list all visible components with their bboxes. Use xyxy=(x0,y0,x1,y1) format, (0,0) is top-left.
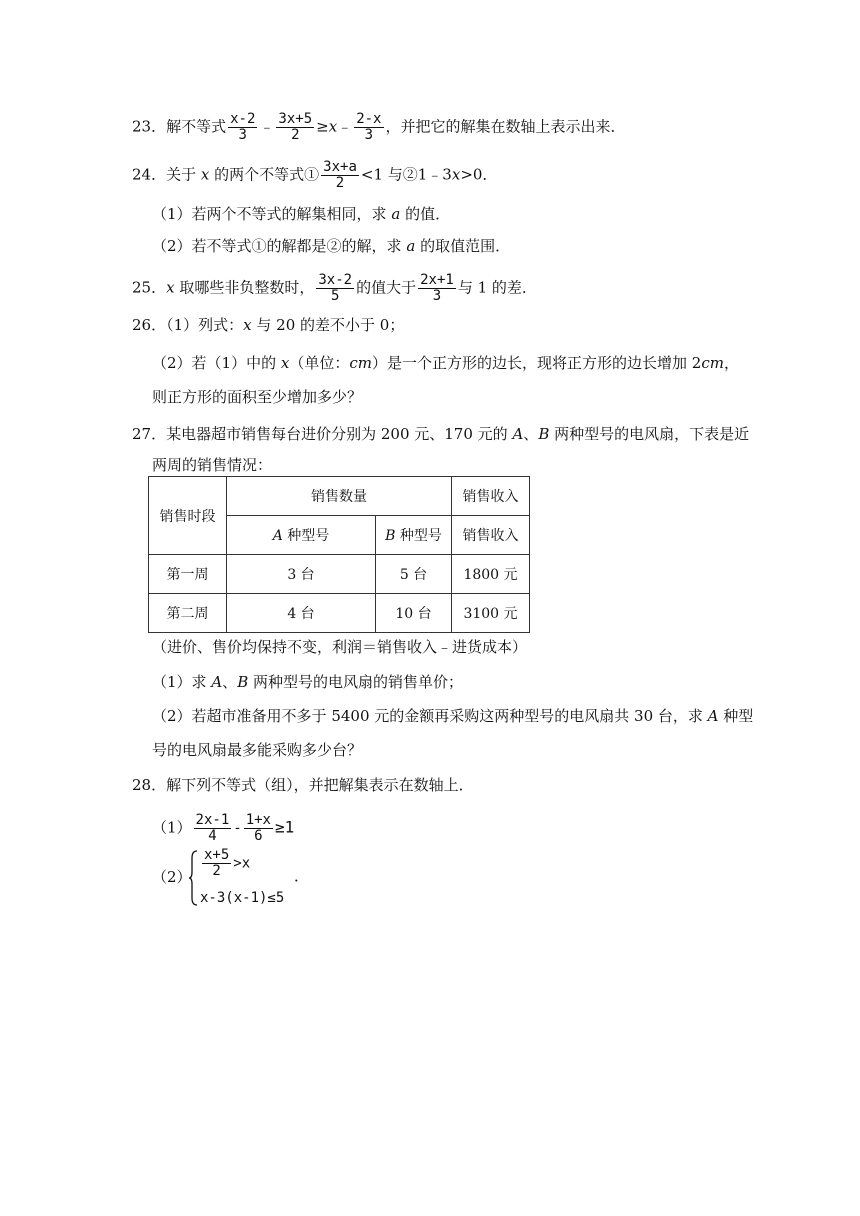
question-26: 26．（1）列式：x 与 20 的差不小于 0； xyxy=(132,316,405,334)
fraction: $\frac{3x+a}{2}$ xyxy=(323,159,357,191)
system-end-mark: ． xyxy=(294,867,310,885)
subheader-type-a: A 种型号 xyxy=(227,516,376,555)
fraction: $\frac{1+x}{6}$ xyxy=(245,812,271,844)
question-26-part-2-cont: 则正方形的面积至少增加多少？ xyxy=(152,388,363,406)
fraction: $\frac{2-x}{3}$ xyxy=(356,111,382,143)
question-number: 27． xyxy=(132,425,167,443)
question-27: 27．某电器超市销售每台进价分别为 200 元、170 元的 A、B 两种型号的电风扇，下表是近 xyxy=(132,425,750,443)
fraction: $\frac{2x-1}{4}$ xyxy=(195,812,230,844)
question-number: 28． xyxy=(132,776,167,794)
system-inequality-1: $\frac{x+5}{2}$ >x xyxy=(204,847,251,879)
question-27-note: （进价、售价均保持不变，利润＝销售收入﹣进货成本） xyxy=(152,638,528,656)
question-24: 24．关于 x 的两个不等式① $\frac{3x+a}{2}$ <1 与②1﹣3x>0． xyxy=(132,159,498,191)
table-row: 第二周 4 台 10 台 3100 元 xyxy=(149,594,530,633)
question-26-part-2: （2）若（1）中的 x（单位：cm）是一个正方形的边长，现将正方形的边长增加 2cm， xyxy=(152,354,739,372)
question-28-part-1: （1） $\frac{2x-1}{4}$ - $\frac{1+x}{6}$ ≥1 xyxy=(152,812,295,844)
question-25: 25．x 取哪些非负整数时， $\frac{3x-2}{5}$ 的值大于 $\frac{2x+1}{3}$ 与 1 的差． xyxy=(132,272,537,304)
system-inequality-2: x-3(x-1)≤5 xyxy=(200,890,285,906)
question-number: 25． xyxy=(132,278,167,297)
question-number: 26． xyxy=(132,316,167,334)
fraction: $\frac{x+5}{2}$ xyxy=(204,847,230,879)
fraction: $\frac{x-2}{3}$ xyxy=(230,111,256,143)
header-quantity: 销售数量 xyxy=(227,477,452,516)
header-income: 销售收入 xyxy=(452,477,530,516)
question-23: 23．解不等式 $\frac{x-2}{3}$ ﹣ $\frac{3x+5}{2}$ ≥x﹣ $\frac{2-x}{3}$ ，并把它的解集在数轴上表示出来． xyxy=(132,111,626,143)
question-28: 28．解下列不等式（组），并把解集表示在数轴上． xyxy=(132,776,474,794)
header-period: 销售时段 xyxy=(149,477,227,555)
fraction: $\frac{3x+5}{2}$ xyxy=(278,111,313,143)
question-28-part-2-label: （2） xyxy=(152,868,192,886)
question-27-cont: 两周的销售情况： xyxy=(152,456,273,474)
system-brace xyxy=(188,850,198,906)
question-27-part-2-cont: 号的电风扇最多能采购多少台？ xyxy=(152,741,363,759)
question-27-part-2: （2）若超市准备用不多于 5400 元的金额再采购这两种型号的电风扇共 30 台，求 A 种型 xyxy=(152,707,754,725)
fraction: $\frac{2x+1}{3}$ xyxy=(420,272,454,304)
question-24-part-1: （1）若两个不等式的解集相同，求 a 的值． xyxy=(152,205,451,223)
subheader-type-b: B 种型号 xyxy=(376,516,452,555)
fraction: $\frac{3x-2}{5}$ xyxy=(318,272,353,304)
question-number: 24． xyxy=(132,165,167,184)
subheader-income: 销售收入 xyxy=(452,516,530,555)
question-27-part-1: （1）求 A、B 两种型号的电风扇的销售单价； xyxy=(152,673,464,691)
sales-table xyxy=(148,476,530,633)
question-number: 23． xyxy=(132,117,167,136)
question-24-part-2: （2）若不等式①的解都是②的解，求 a 的取值范围． xyxy=(152,237,511,255)
table-row: 第一周 3 台 5 台 1800 元 xyxy=(149,555,530,594)
